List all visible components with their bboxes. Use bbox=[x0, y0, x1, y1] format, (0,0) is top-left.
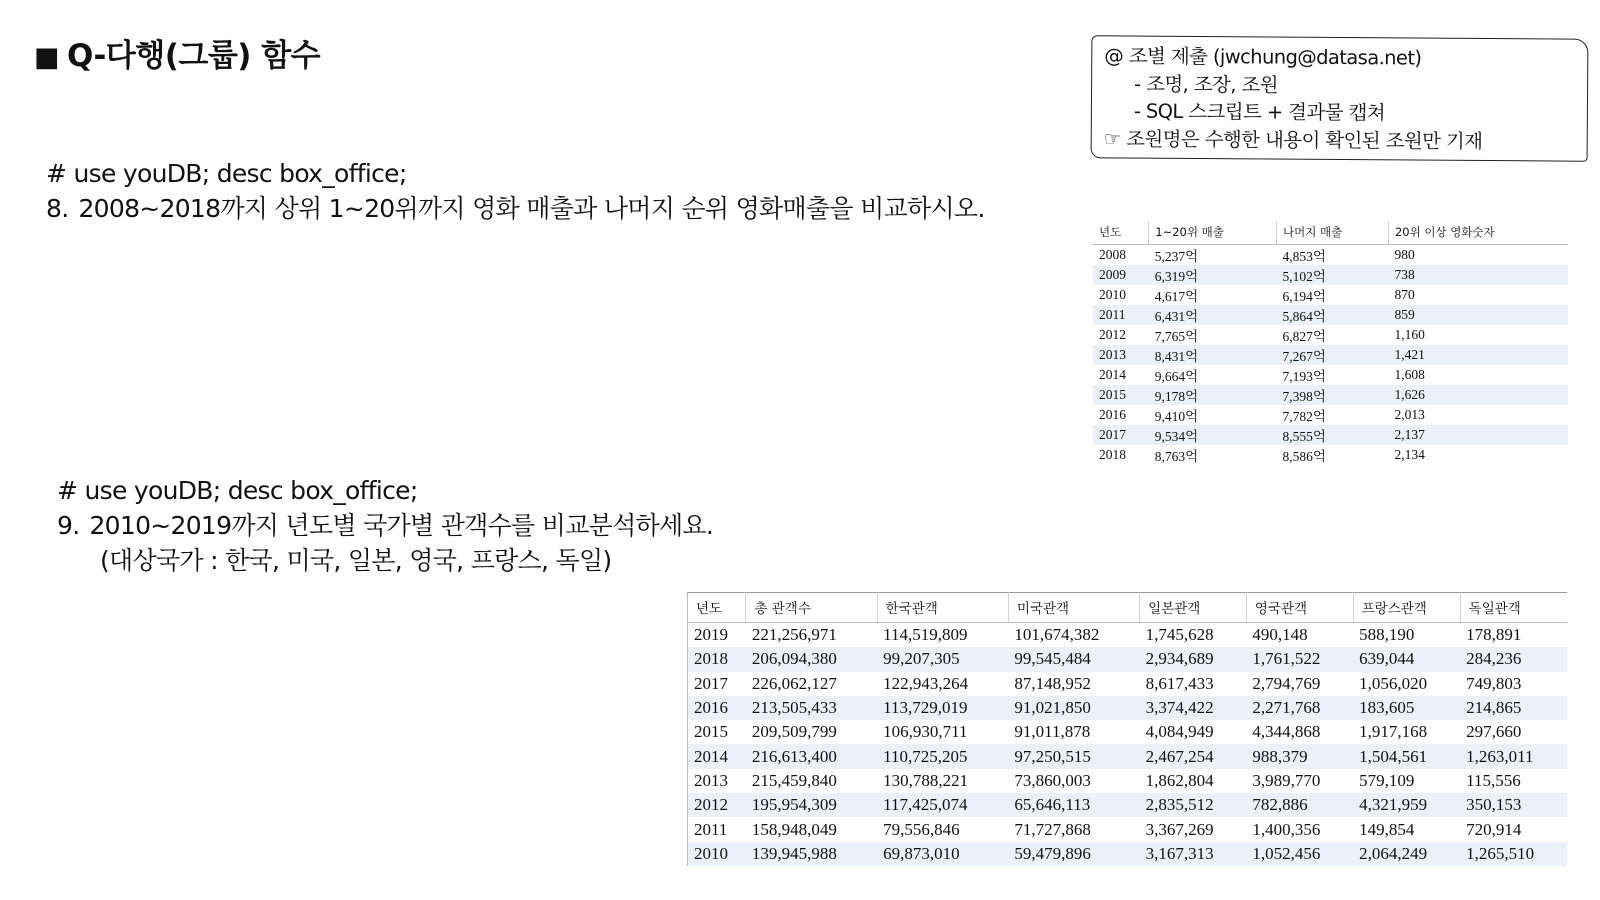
table-cell: 2013 bbox=[694, 770, 728, 790]
question-9 bbox=[57, 473, 713, 578]
table-row bbox=[1093, 445, 1568, 465]
table-cell: 4,853억 bbox=[1282, 249, 1326, 264]
column-header: 독일관객 bbox=[1460, 593, 1567, 623]
table-cell: 59,479,896 bbox=[1008, 842, 1139, 866]
table-cell: 87,148,952 bbox=[1014, 673, 1091, 693]
table-cell: 1,761,522 bbox=[1246, 647, 1353, 671]
table-cell: 2009 bbox=[1093, 265, 1149, 285]
column-header: 1~20위 매출 bbox=[1149, 222, 1277, 245]
table-row bbox=[1093, 425, 1568, 445]
table-row bbox=[688, 793, 1568, 817]
table-cell: 2,934,689 bbox=[1140, 647, 1247, 671]
table-cell: 2011 bbox=[694, 819, 728, 839]
table-row bbox=[1093, 305, 1568, 325]
table-cell: 9,534억 bbox=[1149, 425, 1277, 445]
table-cell: 221,256,971 bbox=[751, 625, 837, 645]
table-cell: 79,556,846 bbox=[883, 819, 960, 839]
table-cell: 749,803 bbox=[1466, 673, 1522, 693]
table-cell: 130,788,221 bbox=[883, 770, 969, 790]
table-cell: 73,860,003 bbox=[1014, 770, 1091, 790]
table-cell: 139,945,988 bbox=[746, 842, 877, 866]
table-cell: 91,021,850 bbox=[1008, 696, 1139, 720]
table-cell: 5,864억 bbox=[1277, 305, 1389, 325]
table-cell: 2016 bbox=[688, 696, 746, 720]
table-cell: 115,556 bbox=[1466, 770, 1521, 790]
table-cell: 113,729,019 bbox=[877, 696, 1008, 720]
table-cell: 2016 bbox=[1099, 407, 1126, 422]
table-cell: 579,109 bbox=[1359, 770, 1415, 790]
table-cell: 2012 bbox=[1099, 327, 1126, 342]
table-row bbox=[688, 623, 1568, 648]
table-cell: 2,013 bbox=[1394, 407, 1425, 422]
table-cell: 2017 bbox=[1093, 425, 1149, 445]
table-cell: 7,398억 bbox=[1277, 385, 1389, 405]
table-cell: 91,011,878 bbox=[1014, 722, 1091, 742]
table-cell: 216,613,400 bbox=[746, 744, 877, 768]
table-cell: 2019 bbox=[694, 625, 728, 645]
page-title bbox=[34, 30, 320, 75]
table-cell: 99,545,484 bbox=[1008, 647, 1139, 671]
table-cell: 106,930,711 bbox=[883, 722, 968, 742]
table-cell: 2018 bbox=[688, 647, 746, 671]
table-cell: 859 bbox=[1388, 305, 1568, 325]
table-cell: 1,263,011 bbox=[1460, 744, 1567, 768]
table-cell: 2014 bbox=[1099, 367, 1126, 382]
submission-note-box bbox=[1091, 35, 1589, 161]
column-header: 20위 이상 영화숫자 bbox=[1388, 222, 1568, 245]
table-cell: 9,664억 bbox=[1154, 369, 1199, 384]
note-line-submit: @ 조별 제출 (jwchung@datasa.net) bbox=[1104, 44, 1422, 70]
table-cell: 8,555억 bbox=[1277, 425, 1389, 445]
table-cell: 2015 bbox=[694, 722, 728, 742]
column-header: 한국관객 bbox=[877, 593, 1008, 623]
table-row bbox=[688, 769, 1568, 793]
table-cell: 178,891 bbox=[1466, 625, 1522, 645]
table-cell: 2012 bbox=[688, 793, 746, 817]
table-cell: 350,153 bbox=[1460, 793, 1567, 817]
column-header: 나머지 매출 bbox=[1277, 222, 1389, 245]
table-cell: 4,617억 bbox=[1154, 289, 1199, 304]
table-cell: 195,954,309 bbox=[746, 793, 877, 817]
table-cell: 639,044 bbox=[1353, 647, 1460, 671]
table-cell: 1,265,510 bbox=[1460, 842, 1567, 866]
table-cell: 2014 bbox=[688, 744, 746, 768]
table-cell: 65,646,113 bbox=[1008, 793, 1139, 817]
table-row bbox=[1093, 405, 1568, 425]
table-cell: 2008 bbox=[1099, 247, 1126, 262]
table-cell: 215,459,840 bbox=[751, 770, 837, 790]
column-header: 프랑스관객 bbox=[1353, 593, 1460, 623]
table-cell: 2,271,768 bbox=[1246, 696, 1353, 720]
table-cell: 4,321,959 bbox=[1353, 793, 1460, 817]
table-cell: 7,782억 bbox=[1282, 409, 1326, 424]
table-cell: 6,194억 bbox=[1282, 289, 1326, 304]
table-row bbox=[1093, 385, 1568, 405]
table-cell: 71,727,868 bbox=[1014, 819, 1091, 839]
table-cell: 870 bbox=[1394, 287, 1415, 302]
table-cell: 2,134 bbox=[1394, 447, 1425, 462]
square-bullet-icon: ■ bbox=[34, 42, 60, 73]
table-cell: 2,137 bbox=[1388, 425, 1568, 445]
table-cell: 214,865 bbox=[1460, 696, 1567, 720]
table-cell: 4,084,949 bbox=[1145, 722, 1214, 742]
table-cell: 980 bbox=[1394, 247, 1415, 262]
table-cell: 588,190 bbox=[1359, 625, 1415, 645]
table-cell: 158,948,049 bbox=[751, 819, 837, 839]
question-8 bbox=[46, 156, 985, 226]
table-cell: 988,379 bbox=[1246, 744, 1353, 768]
column-header: 년도 bbox=[1093, 222, 1149, 245]
revenue-result-table bbox=[1093, 222, 1568, 465]
table-cell: 6,319억 bbox=[1149, 265, 1277, 285]
table-cell: 2018 bbox=[1099, 447, 1126, 462]
table-cell: 2,467,254 bbox=[1140, 744, 1247, 768]
note-line-script: - SQL 스크립트 + 결과물 캡쳐 bbox=[1133, 99, 1386, 125]
page-title-text: Q-다행(그룹) 함수 bbox=[67, 38, 321, 74]
table-cell: 7,267억 bbox=[1277, 345, 1389, 365]
table-row bbox=[1093, 325, 1568, 345]
table-cell: 3,989,770 bbox=[1252, 770, 1321, 790]
table-row bbox=[688, 842, 1568, 866]
question-9-target-countries: (대상국가 : 한국, 미국, 일본, 영국, 프랑스, 독일) bbox=[100, 546, 612, 575]
column-header: 영국관객 bbox=[1246, 593, 1353, 623]
table-cell: 1,862,804 bbox=[1145, 770, 1214, 790]
table-row bbox=[1093, 365, 1568, 385]
question-9-text: 2010~2019까지 년도별 국가별 관객수를 비교분석하세요. bbox=[89, 511, 714, 540]
question-8-text: 2008~2018까지 상위 1~20위까지 영화 매출과 나머지 순위 영화매출을 비교하시오. bbox=[78, 194, 985, 223]
table-cell: 209,509,799 bbox=[751, 722, 837, 742]
table-cell: 1,160 bbox=[1394, 327, 1425, 342]
audience-result-table bbox=[687, 592, 1567, 866]
table-row bbox=[688, 720, 1568, 744]
table-cell: 5,237억 bbox=[1154, 249, 1199, 264]
table-cell: 101,674,382 bbox=[1014, 625, 1100, 645]
table-cell: 69,873,010 bbox=[877, 842, 1008, 866]
question-8-text-line bbox=[46, 191, 985, 226]
table-cell: 1,421 bbox=[1388, 345, 1568, 365]
table-cell: 7,193억 bbox=[1282, 369, 1326, 384]
note-line-members: - 조명, 조장, 조원 bbox=[1134, 72, 1279, 97]
table-cell: 6,827억 bbox=[1282, 329, 1326, 344]
table-row bbox=[1093, 265, 1568, 285]
table-cell: 149,854 bbox=[1359, 819, 1415, 839]
table-cell: 2013 bbox=[1093, 345, 1149, 365]
table-cell: 9,178억 bbox=[1149, 385, 1277, 405]
table-cell: 2017 bbox=[694, 673, 728, 693]
table-cell: 213,505,433 bbox=[746, 696, 877, 720]
table-row bbox=[1093, 285, 1568, 305]
column-header: 총 관객수 bbox=[746, 593, 877, 623]
table-row bbox=[1093, 245, 1568, 266]
column-header: 미국관객 bbox=[1008, 593, 1139, 623]
table-cell: 8,586억 bbox=[1282, 449, 1326, 464]
table-header-row bbox=[1093, 222, 1568, 245]
table-cell: 8,763억 bbox=[1154, 449, 1199, 464]
table-cell: 99,207,305 bbox=[877, 647, 1008, 671]
question-9-text-line bbox=[57, 508, 713, 543]
table-cell: 2011 bbox=[1093, 305, 1149, 325]
table-header-row bbox=[688, 593, 1568, 623]
table-cell: 114,519,809 bbox=[883, 625, 968, 645]
table-cell: 1,056,020 bbox=[1359, 673, 1428, 693]
question-9-number: 9. bbox=[57, 511, 80, 540]
table-cell: 1,400,356 bbox=[1252, 819, 1321, 839]
table-cell: 2,064,249 bbox=[1353, 842, 1460, 866]
table-cell: 183,605 bbox=[1353, 696, 1460, 720]
table-cell: 1,626 bbox=[1388, 385, 1568, 405]
table-cell: 297,660 bbox=[1466, 722, 1522, 742]
table-cell: 9,410억 bbox=[1154, 409, 1199, 424]
table-cell: 226,062,127 bbox=[751, 673, 837, 693]
table-cell: 3,367,269 bbox=[1145, 819, 1214, 839]
table-cell: 720,914 bbox=[1466, 819, 1522, 839]
table-cell: 2010 bbox=[1099, 287, 1126, 302]
table-cell: 2015 bbox=[1093, 385, 1149, 405]
table-cell: 8,431억 bbox=[1149, 345, 1277, 365]
note-line-instruction: ☞ 조원명은 수행한 내용이 확인된 조원만 기재 bbox=[1103, 126, 1483, 153]
table-cell: 1,917,168 bbox=[1359, 722, 1428, 742]
table-cell: 3,374,422 bbox=[1140, 696, 1247, 720]
table-cell: 2,835,512 bbox=[1140, 793, 1247, 817]
table-row bbox=[688, 817, 1568, 841]
question-8-code: # use youDB; desc box_office; bbox=[46, 159, 407, 188]
table-cell: 3,167,313 bbox=[1140, 842, 1247, 866]
table-cell: 206,094,380 bbox=[746, 647, 877, 671]
table-cell: 6,431억 bbox=[1149, 305, 1277, 325]
table-cell: 117,425,074 bbox=[877, 793, 1008, 817]
table-cell: 1,052,456 bbox=[1246, 842, 1353, 866]
table-cell: 490,148 bbox=[1252, 625, 1308, 645]
column-header: 년도 bbox=[688, 593, 746, 623]
table-cell: 110,725,205 bbox=[877, 744, 1008, 768]
column-header: 일본관객 bbox=[1140, 593, 1247, 623]
table-cell: 97,250,515 bbox=[1008, 744, 1139, 768]
table-cell: 782,886 bbox=[1246, 793, 1353, 817]
table-cell: 1,504,561 bbox=[1353, 744, 1460, 768]
table-cell: 2010 bbox=[688, 842, 746, 866]
table-row bbox=[688, 696, 1568, 720]
table-row bbox=[688, 672, 1568, 696]
table-row bbox=[1093, 345, 1568, 365]
table-cell: 7,765억 bbox=[1154, 329, 1199, 344]
table-row bbox=[688, 744, 1568, 768]
table-cell: 2,794,769 bbox=[1252, 673, 1321, 693]
table-cell: 1,745,628 bbox=[1145, 625, 1214, 645]
table-cell: 4,344,868 bbox=[1252, 722, 1321, 742]
table-cell: 284,236 bbox=[1460, 647, 1567, 671]
table-cell: 738 bbox=[1388, 265, 1568, 285]
table-cell: 1,608 bbox=[1394, 367, 1425, 382]
table-cell: 122,943,264 bbox=[883, 673, 969, 693]
table-cell: 5,102억 bbox=[1277, 265, 1389, 285]
table-row bbox=[688, 647, 1568, 671]
question-8-number: 8. bbox=[46, 194, 69, 223]
question-9-code: # use youDB; desc box_office; bbox=[57, 476, 418, 505]
table-cell: 8,617,433 bbox=[1145, 673, 1214, 693]
